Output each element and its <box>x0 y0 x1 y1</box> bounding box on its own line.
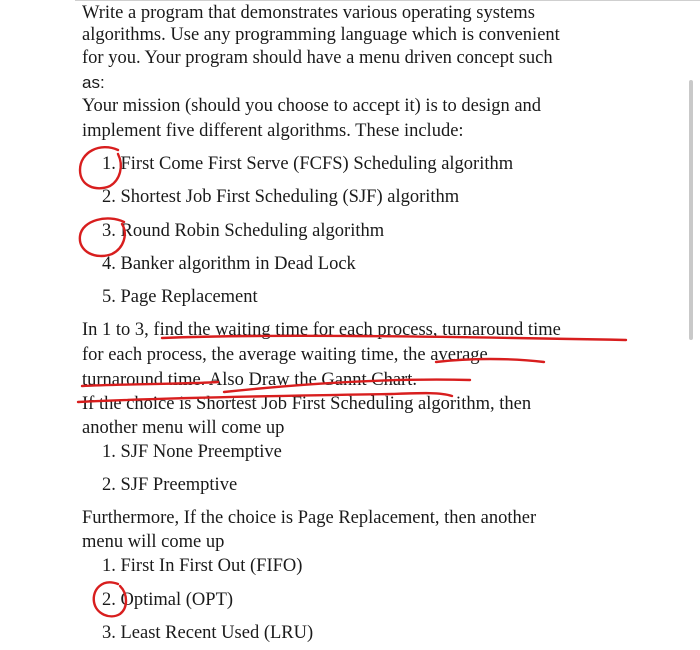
page-menu-item-lru: 3. Least Recent Used (LRU) <box>102 623 314 643</box>
sjf-menu-item: 2. SJF Preemptive <box>102 475 238 495</box>
top-border <box>75 0 700 1</box>
intro-line: implement five different algorithms. These include: <box>82 121 464 141</box>
page-menu-item-fifo: 1. First In First Out (FIFO) <box>102 556 303 576</box>
requirement-line: If the choice is Shortest Job First Scheduling algorithm, then <box>82 394 532 414</box>
intro-line: Write a program that demonstrates various operating systems <box>82 3 535 23</box>
algorithm-item-page-replacement: 5. Page Replacement <box>102 287 258 307</box>
algorithm-item-fcfs: 1. First Come First Serve (FCFS) Scheduling algorithm <box>102 154 514 174</box>
requirement-line: turnaround time. Also Draw the Gannt Chart. <box>82 370 417 390</box>
algorithm-item-round-robin: 3. Round Robin Scheduling algorithm <box>102 221 385 241</box>
sjf-menu-item: 1. SJF None Preemptive <box>102 442 282 462</box>
page-intro-line: Furthermore, If the choice is Page Replacement, then another <box>82 508 537 528</box>
algorithm-item-banker: 4. Banker algorithm in Dead Lock <box>102 254 356 274</box>
intro-line: algorithms. Use any programming language which is convenient <box>82 25 560 45</box>
requirement-line: In 1 to 3, find the waiting time for each process, turnaround time <box>82 320 561 340</box>
page-intro-line: menu will come up <box>82 532 225 552</box>
requirement-line: for each process, the average waiting time, the average <box>82 345 488 365</box>
intro-line: Your mission (should you choose to accept it) is to design and <box>82 96 542 116</box>
requirement-line: another menu will come up <box>82 418 285 438</box>
scrollbar[interactable] <box>689 80 693 340</box>
intro-line: for you. Your program should have a menu driven concept such <box>82 48 553 68</box>
algorithm-item-sjf: 2. Shortest Job First Scheduling (SJF) algorithm <box>102 187 460 207</box>
intro-line: as: <box>82 73 105 92</box>
page-menu-item-opt: 2. Optimal (OPT) <box>102 590 234 610</box>
